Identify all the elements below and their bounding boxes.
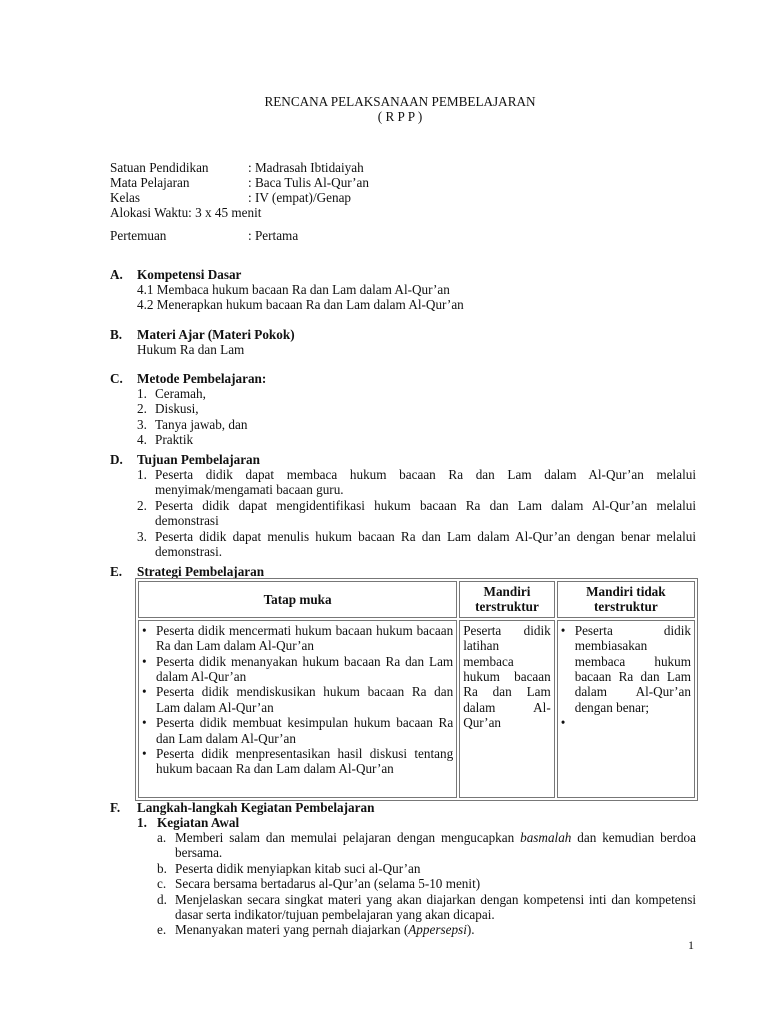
list-item: • Peserta didik menanyakan hukum bacaan Ra dan Lam dalam Al-Qur’an: [142, 654, 453, 685]
kd-item: 4.2 Menerapkan hukum bacaan Ra dan Lam dalam Al-Qur’an: [137, 297, 464, 312]
pertemuan-label: Pertemuan: [110, 228, 167, 243]
mapel-value: : Baca Tulis Al-Qur’an: [248, 175, 370, 190]
list-item: [137, 497, 696, 529]
table-row: [138, 620, 695, 798]
mapel-label: Mata Pelajaran: [110, 175, 190, 190]
list-text: dan kemudian berdoa bersama.: [175, 830, 696, 861]
section-d-heading: Tujuan Pembelajaran: [137, 452, 260, 467]
table-header-row: [138, 581, 695, 618]
satuan-value: : Madrasah Ibtidaiyah: [248, 160, 364, 175]
section-a-heading: Kompetensi Dasar: [137, 267, 242, 282]
section-e-letter: E.: [110, 564, 123, 579]
alokasi-waktu: Alokasi Waktu: 3 x 45 menit: [110, 205, 262, 220]
page-number: 1: [688, 938, 694, 952]
list-item: [137, 432, 695, 448]
list-item: [157, 922, 696, 938]
kelas-value: : IV (empat)/Genap: [248, 190, 352, 205]
section-e-heading: Strategi Pembelajaran: [137, 564, 265, 579]
list-item: • Peserta didik membiasakan membaca hukum bacaan Ra dan Lam dalam Al-Qur’an dengan benar;: [561, 623, 691, 715]
list-number: 2.: [137, 497, 147, 513]
tatap-muka-cell: [138, 620, 457, 798]
list-text: Peserta didik dapat membaca hukum bacaan Ra dan Lam dalam Al-Qur’an melalui menyimak/mengamati bacaan guru.: [155, 467, 696, 498]
list-item: [137, 528, 696, 560]
list-text: Peserta didik menyiapkan kitab suci al-Qur’an: [175, 860, 421, 876]
document-title: RENCANA PELAKSANAAN PEMBELAJARAN: [264, 94, 536, 109]
section-f-heading: Langkah-langkah Kegiatan Pembelajaran: [137, 800, 375, 815]
list-item: [157, 876, 696, 892]
list-number: 2.: [137, 401, 147, 417]
list-item: • Peserta didik membuat kesimpulan hukum bacaan Ra dan Lam dalam Al-Qur’an: [142, 715, 453, 746]
pertemuan-value: : Pertama: [248, 228, 299, 243]
header-tatap-muka: Tatap muka: [138, 581, 457, 618]
list-text: Menanyakan materi yang pernah diajarkan (: [175, 922, 409, 938]
list-text: Ceramah,: [155, 386, 206, 401]
list-number: a.: [157, 830, 167, 845]
header-mandiri-terstruktur: Mandiri terstruktur: [459, 581, 555, 618]
method-list: [137, 386, 695, 448]
list-number: 3.: [137, 528, 147, 544]
kelas-label: Kelas: [110, 190, 141, 205]
list-text: ).: [466, 922, 475, 938]
list-emphasis: basmalah: [520, 830, 572, 845]
section-d-letter: D.: [110, 452, 123, 467]
list-text: Tanya jawab, dan: [155, 416, 248, 432]
sub-heading: Kegiatan Awal: [157, 815, 240, 830]
list-number: c.: [157, 876, 167, 892]
list-item: [137, 416, 695, 432]
section-f-letter: F.: [110, 800, 121, 815]
list-text: Menjelaskan secara singkat materi yang akan diajarkan dengan kompetensi inti dan kompetensi dasar serta indikator/tujuan pembelajaran yang akan dicapai.: [175, 891, 696, 923]
objective-list: [137, 467, 696, 560]
list-text: Peserta didik dapat mengidentifikasi hukum bacaan Ra dan Lam dalam Al-Qur’an melalui demonstrasi: [155, 497, 696, 529]
list-item: • Peserta didik menpresentasikan hasil diskusi tentang hukum bacaan Ra dan Lam dalam Al-Qur’an: [142, 746, 453, 777]
list-text: Secara bersama bertadarus al-Qur’an (selama 5-10 menit): [175, 876, 481, 892]
section-b-heading: Materi Ajar (Materi Pokok): [137, 327, 295, 342]
list-item: [157, 891, 696, 923]
list-number: 1.: [137, 467, 147, 482]
section-b-letter: B.: [110, 327, 123, 342]
list-item: • Peserta didik mencermati hukum bacaan hukum bacaan Ra dan Lam dalam Al-Qur’an: [142, 623, 453, 654]
list-text: Praktik: [155, 432, 194, 448]
list-item: [137, 401, 695, 417]
list-item: • Peserta didik mendiskusikan hukum bacaan Ra dan Lam dalam Al-Qur’an: [142, 684, 453, 715]
mandiri-terstruktur-cell: Peserta didik latihan membaca hukum bacaan Ra dan Lam dalam Al-Qur’an: [459, 620, 555, 798]
list-item: [157, 860, 696, 876]
section-c-letter: C.: [110, 371, 123, 386]
list-item: [157, 830, 696, 861]
section-c-heading: Metode Pembelajaran:: [137, 371, 267, 386]
list-item: [137, 467, 696, 498]
list-text: Peserta didik dapat menulis hukum bacaan Ra dan Lam dalam Al-Qur’an dengan benar melalui demonstrasi.: [155, 528, 696, 560]
header-mandiri-tidak-terstruktur: Mandiri tidak terstruktur: [557, 581, 695, 618]
list-number: d.: [157, 891, 167, 907]
list-number: e.: [157, 922, 167, 938]
list-number: 1.: [137, 386, 147, 401]
list-item: [137, 386, 695, 401]
strategy-table: [135, 578, 698, 801]
mandiri-tidak-terstruktur-cell: [557, 620, 695, 798]
list-text: Diskusi,: [155, 401, 199, 417]
satuan-label: Satuan Pendidikan: [110, 160, 209, 175]
document-subtitle: ( R P P ): [377, 109, 423, 124]
activity-list: [157, 830, 696, 938]
list-number: b.: [157, 860, 167, 876]
list-emphasis: Appersepsi: [408, 922, 467, 938]
list-number: 3.: [137, 416, 147, 432]
list-number: 4.: [137, 432, 147, 448]
kd-item: 4.1 Membaca hukum bacaan Ra dan Lam dalam Al-Qur’an: [137, 282, 450, 297]
section-a-letter: A.: [110, 267, 123, 282]
list-text: Memberi salam dan memulai pelajaran dengan mengucapkan: [175, 830, 521, 845]
sub-number: 1.: [137, 815, 147, 830]
section-b-body: Hukum Ra dan Lam: [137, 342, 245, 357]
